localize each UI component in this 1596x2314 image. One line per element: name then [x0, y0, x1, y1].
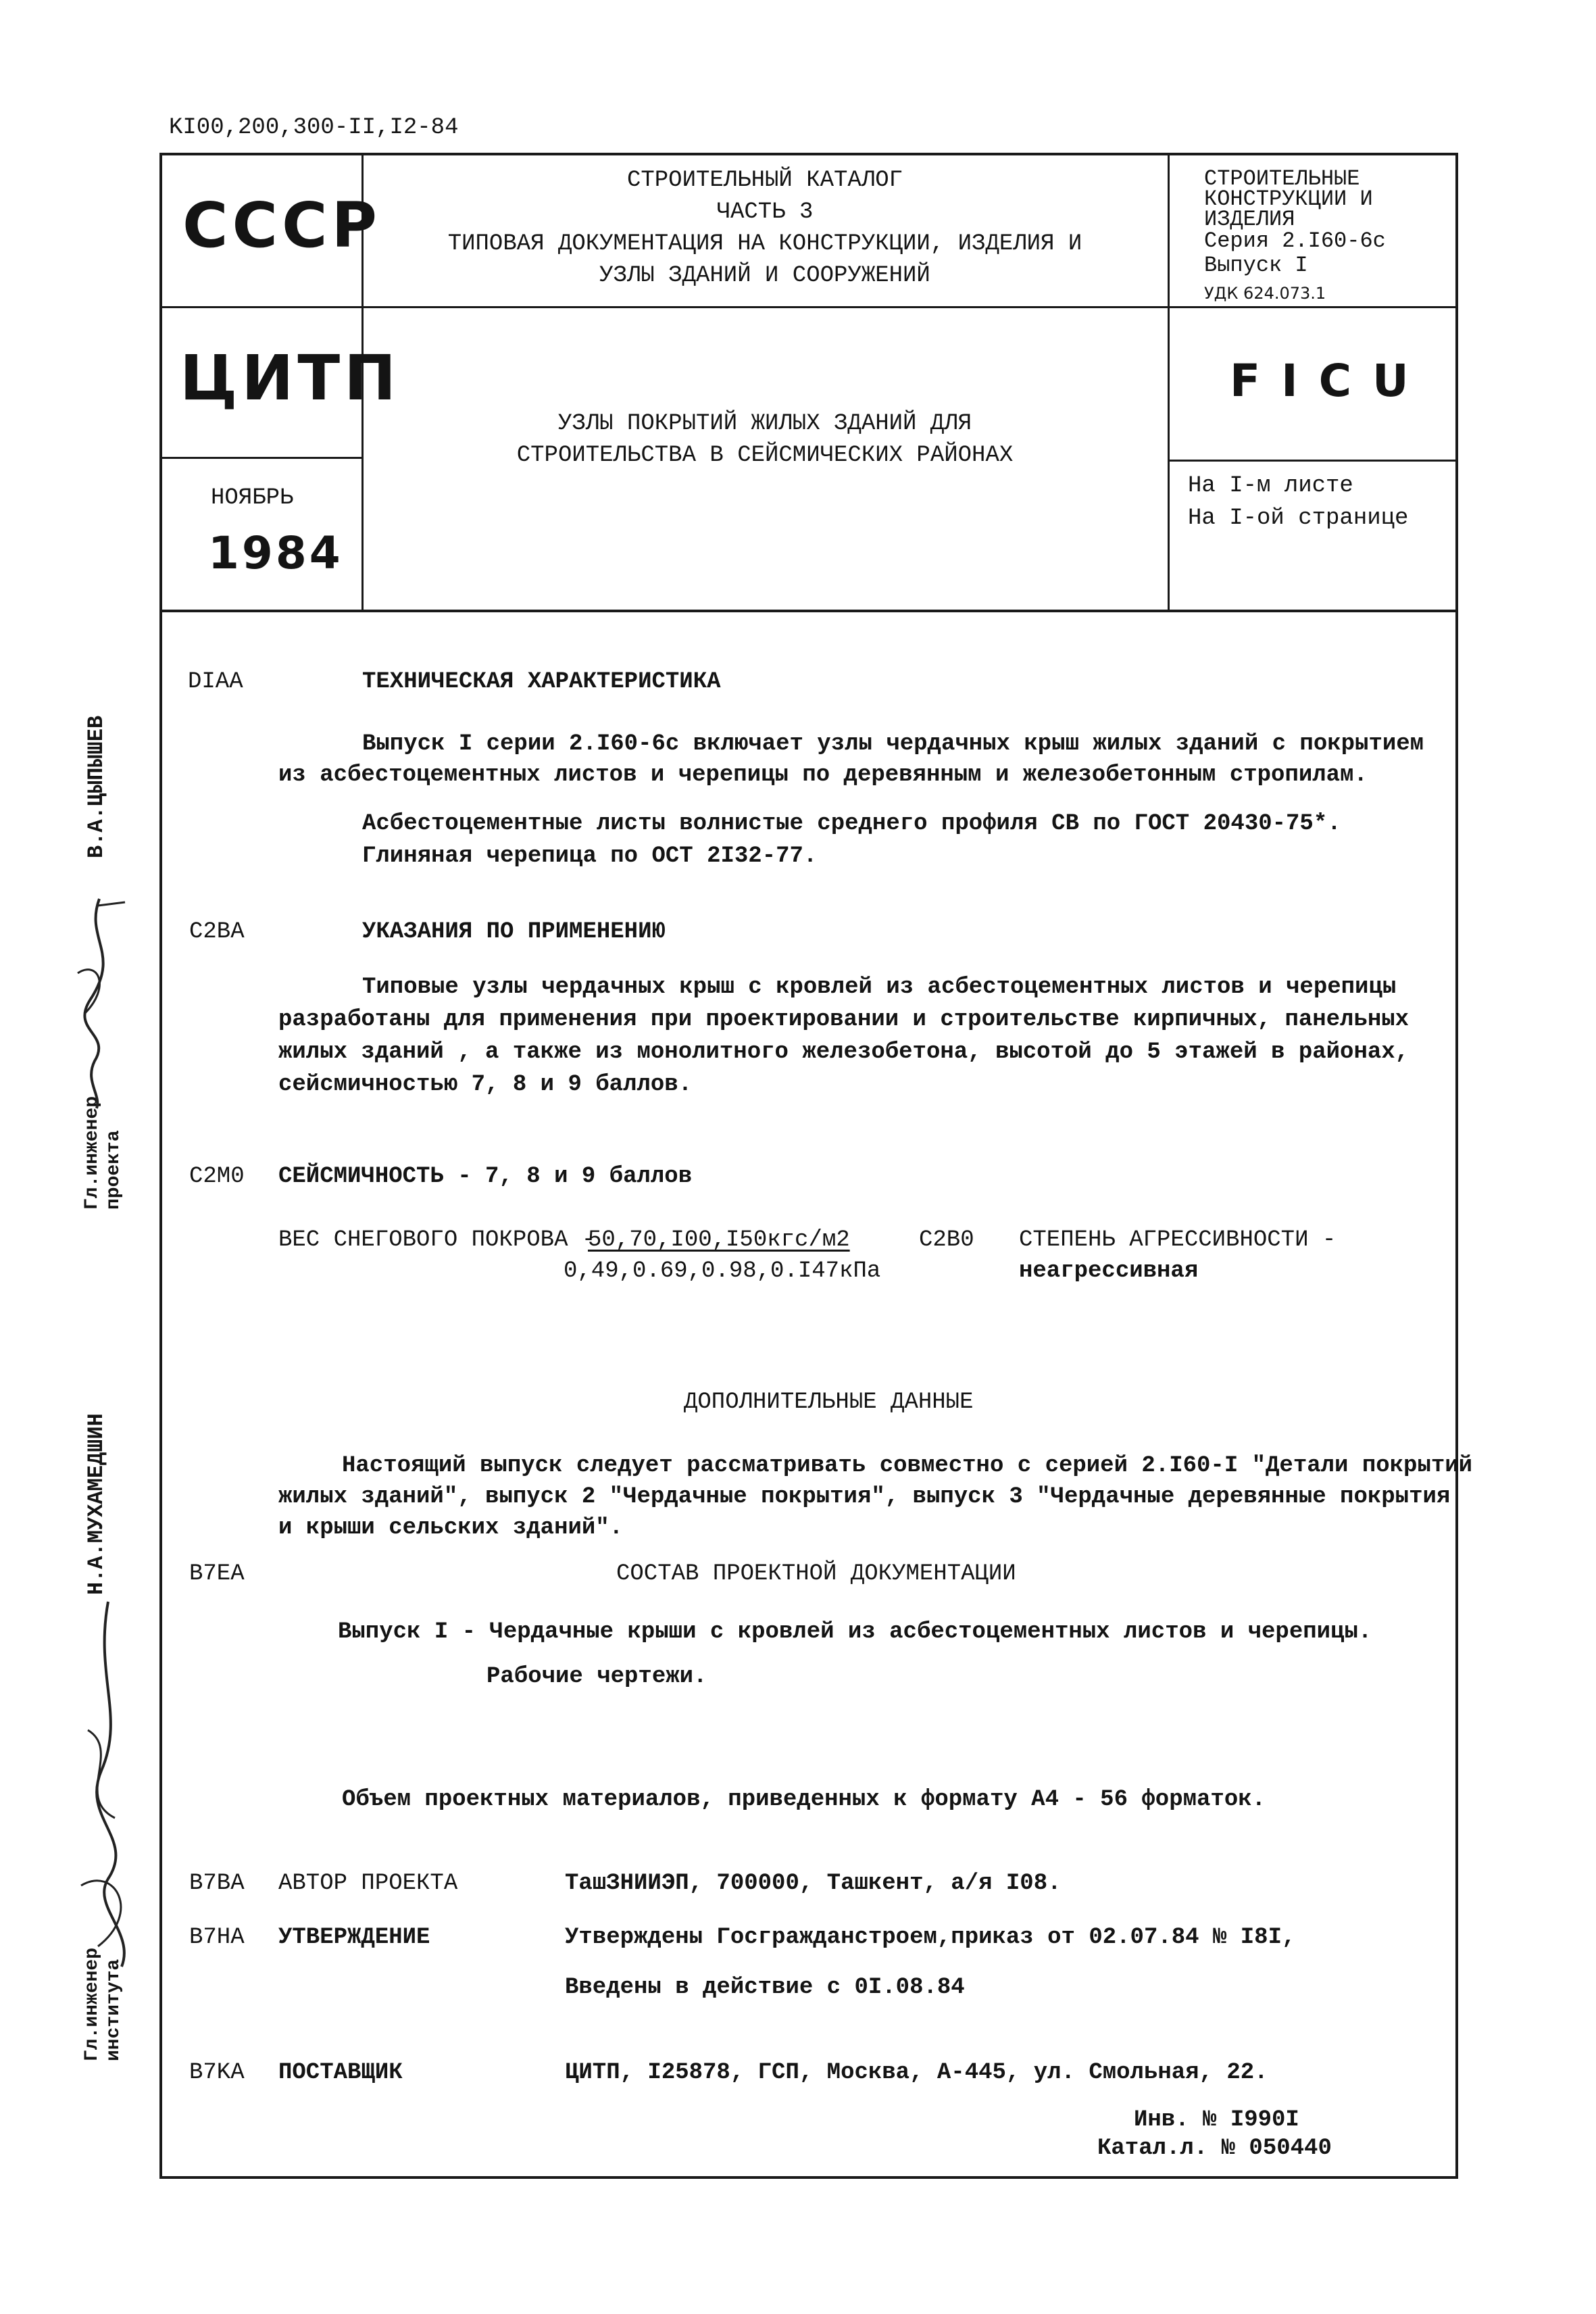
snow-load-values: 50,70,I00,I50кгс/м2: [588, 1227, 850, 1253]
org-name-citp: ЦИТП: [180, 342, 401, 414]
supplier-value: ЦИТП, I25878, ГСП, Москва, А-445, ул. Смольная, 22.: [565, 2060, 1268, 2086]
left-cell-divider: [159, 457, 362, 459]
document-title-line-2: СТРОИТЕЛЬСТВА В СЕЙСМИЧЕСКИХ РАЙОНАХ: [516, 443, 1014, 468]
composition-line-2: Рабочие чертежи.: [487, 1664, 707, 1690]
section-code-b7ka: B7KA: [189, 2060, 245, 2086]
engineer-role-1-line-1: Гл.инженер: [82, 1096, 103, 1210]
inventory-number: Инв. № I990I: [1134, 2107, 1299, 2133]
issue-year: 1984: [208, 527, 343, 579]
seismicity-text: СЕЙСМИЧНОСТЬ - 7, 8 и 9 баллов: [278, 1164, 693, 1189]
frame-bottom: [159, 2176, 1458, 2179]
supplier-label: ПОСТАВЩИК: [278, 2060, 403, 2086]
volume-text: Объем проектных материалов, приведенных к формату А4 - 56 форматок.: [342, 1787, 1266, 1813]
application-text-line-2: разработаны для применения при проектировании и строительстве кирпичных, панельных: [278, 1007, 1410, 1033]
engineer-role-2-line-2: института: [103, 1959, 124, 2061]
page-count: На I-ой странице: [1188, 506, 1409, 531]
approval-value-2: Введены в действие с 0I.08.84: [565, 1975, 965, 2000]
section-code-c2m0: C2M0: [189, 1164, 245, 1189]
composition-line-1: Выпуск I - Чердачные крыши с кровлей из асбестоцементных листов и черепицы.: [338, 1619, 1372, 1645]
header-bottom-rule: [159, 610, 1458, 612]
aggressiveness-value: неагрессивная: [1019, 1258, 1199, 1284]
signature-2: [61, 1595, 155, 1973]
snow-load-label: ВЕС СНЕГОВОГО ПОКРОВА -: [278, 1227, 596, 1253]
series-number: Серия 2.I60-6с: [1204, 228, 1386, 253]
catalog-line-3: ТИПОВАЯ ДОКУМЕНТАЦИЯ НА КОНСТРУКЦИИ, ИЗДЕЛИЯ И: [447, 231, 1082, 257]
right-cell-divider: [1168, 460, 1457, 462]
engineer-role-1-line-2: проекта: [103, 1130, 124, 1210]
issue-month: НОЯБРЬ: [211, 485, 294, 511]
sheet-count: На I-м листе: [1188, 473, 1353, 499]
section-code-b7ba: B7BA: [189, 1871, 245, 1896]
section-title-application: УКАЗАНИЯ ПО ПРИМЕНЕНИЮ: [362, 919, 666, 945]
right-block-line-3: ИЗДЕЛИЯ: [1204, 207, 1295, 232]
document-code: KI00,200,300-II,I2-84: [169, 115, 459, 141]
engineer-name-1: В.А.ЦЫПЫШЕВ: [84, 715, 109, 858]
section-code-b7ea: B7EA: [189, 1561, 245, 1587]
catalog-line-2: ЧАСТЬ 3: [716, 199, 814, 225]
frame-right: [1455, 153, 1458, 2179]
author-label: АВТОР ПРОЕКТА: [278, 1871, 458, 1896]
frame-top: [159, 153, 1458, 155]
technical-text-line-4: Глиняная черепица по ОСТ 2I32-77.: [362, 843, 818, 869]
header-col-divider-2: [1168, 153, 1170, 611]
udk-code: УДК 624.073.1: [1204, 284, 1326, 303]
header-row-divider: [159, 306, 1458, 308]
additional-text-line-1: Настоящий выпуск следует рассматривать совместно с серией 2.I60-I "Детали покрытий: [342, 1453, 1473, 1479]
author-value: ТашЗНИИЭП, 700000, Ташкент, а/я I08.: [565, 1871, 1062, 1896]
classifier-code: F I C U: [1230, 355, 1409, 407]
application-text-line-1: Типовые узлы чердачных крыш с кровлей из асбестоцементных листов и черепицы: [362, 975, 1397, 1000]
section-title-technical: ТЕХНИЧЕСКАЯ ХАРАКТЕРИСТИКА: [362, 669, 721, 695]
additional-text-line-2: жилых зданий", выпуск 2 "Чердачные покрытия", выпуск 3 "Чердачные деревянные покрытия: [278, 1484, 1451, 1510]
additional-text-line-3: и крыши сельских зданий".: [278, 1515, 624, 1541]
section-code-c2b0: C2B0: [919, 1227, 974, 1253]
org-name-ussr: СССР: [182, 189, 381, 262]
catalog-sheet-number: Катал.л. № 050440: [1097, 2136, 1332, 2161]
signature-1: [57, 892, 132, 1115]
right-block-line-1: СТРОИТЕЛЬНЫЕ: [1204, 166, 1360, 191]
section-code-c2ba: C2BA: [189, 919, 245, 945]
snow-load-values-kpa: 0,49,0.69,0.98,0.I47кПа: [564, 1258, 881, 1284]
technical-text-line-3: Асбестоцементные листы волнистые среднего профиля СВ по ГОСТ 20430-75*.: [362, 811, 1341, 837]
engineer-name-2: Н.А.МУХАМЕДШИН: [84, 1413, 109, 1595]
section-code-b7ha: B7HA: [189, 1925, 245, 1950]
right-block-line-2: КОНСТРУКЦИИ И: [1204, 187, 1373, 212]
issue-number: Выпуск I: [1204, 253, 1308, 278]
section-title-additional: ДОПОЛНИТЕЛЬНЫЕ ДАННЫЕ: [684, 1389, 974, 1415]
aggressiveness-label: СТЕПЕНЬ АГРЕССИВНОСТИ -: [1019, 1227, 1337, 1253]
technical-text-line-1: Выпуск I серии 2.I60-6с включает узлы чердачных крыш жилых зданий с покрытием: [362, 731, 1424, 757]
approval-value-1: Утверждены Госгражданстроем,приказ от 02.07.84 № I8I,: [565, 1925, 1296, 1950]
approval-label: УТВЕРЖДЕНИЕ: [278, 1925, 430, 1950]
catalog-line-1: СТРОИТЕЛЬНЫЙ КАТАЛОГ: [626, 168, 903, 193]
technical-text-line-2: из асбестоцементных листов и черепицы по деревянным и железобетонным стропилам.: [278, 762, 1368, 788]
section-title-composition: СОСТАВ ПРОЕКТНОЙ ДОКУМЕНТАЦИИ: [616, 1561, 1016, 1587]
application-text-line-4: сейсмичностью 7, 8 и 9 баллов.: [278, 1072, 693, 1098]
document-title-line-1: УЗЛЫ ПОКРЫТИЙ ЖИЛЫХ ЗДАНИЙ ДЛЯ: [557, 411, 972, 437]
engineer-role-2-line-1: Гл.инженер: [82, 1947, 103, 2061]
catalog-line-4: УЗЛЫ ЗДАНИЙ И СООРУЖЕНИЙ: [599, 263, 930, 289]
section-code-d1aa: DIAA: [188, 669, 243, 695]
application-text-line-3: жилых зданий , а также из монолитного железобетона, высотой до 5 этажей в районах,: [278, 1039, 1410, 1065]
